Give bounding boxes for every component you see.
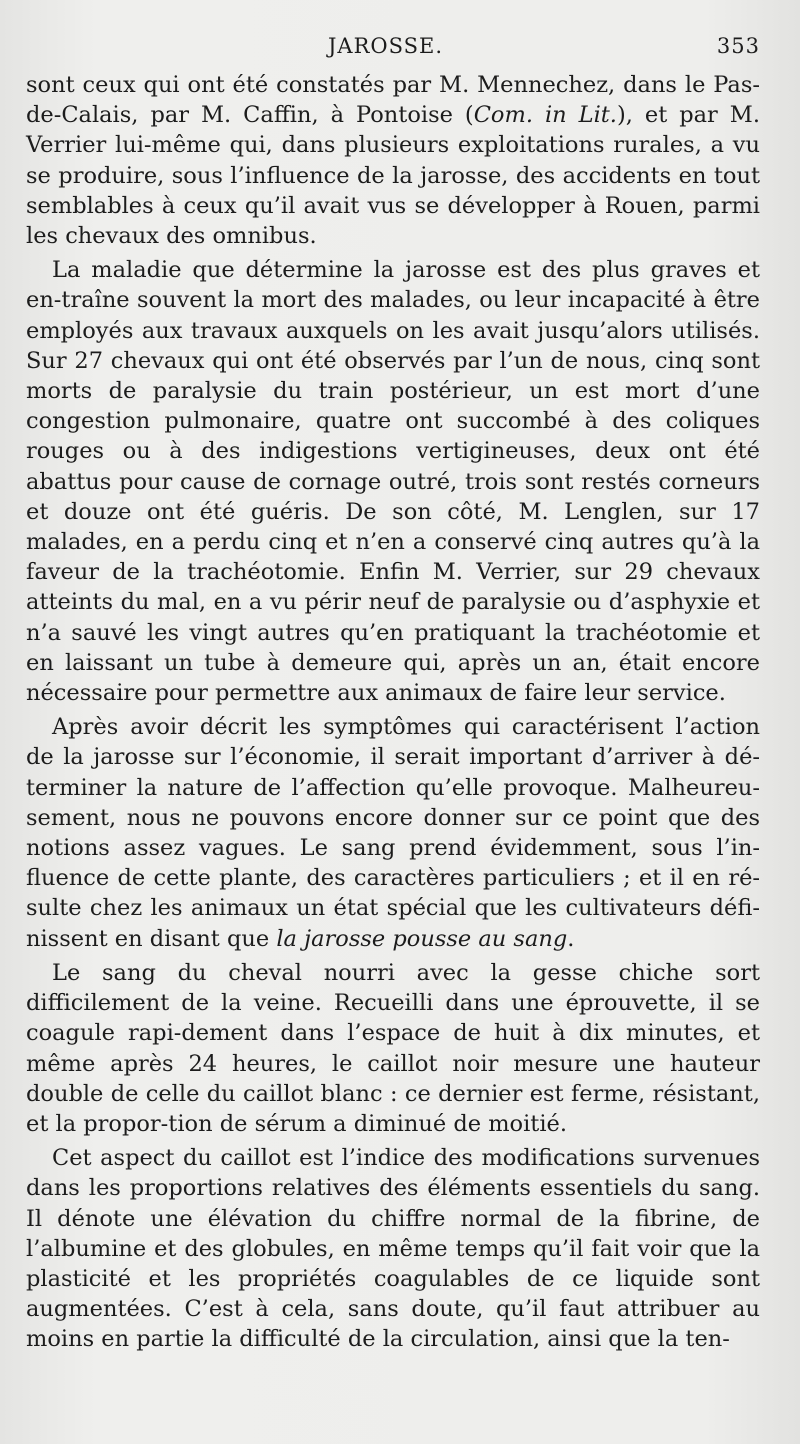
italic-text: la jarosse pousse au sang [276, 925, 568, 952]
page-number: 353 [716, 34, 760, 58]
paragraph [26, 1143, 760, 1354]
running-title: JAROSSE. [328, 34, 444, 58]
running-head [26, 30, 760, 70]
text-segment: La maladie que détermine la jarosse est des plus graves et en-traîne souvent la mort des malades, ou leur incapacité à être employés aux travaux auxquels on les avait jusqu’alors utilisés. Sur 27 chevaux qui ont été observés par l’un de nous, cinq sont morts de paralysie du train postérieur, un est mort d’une congestion pulmonaire, quatre ont succombé à des coliques rouges ou à des indigestions vertigineuses, deux ont été abattus pour cause de cornage outré, trois sont restés corneurs et douze ont été guéris. De son côté, M. Lenglen, sur 17 malades, en a perdu cinq et n’en a conservé cinq autres qu’à la faveur de la trachéotomie. Enfin M. Verrier, sur 29 chevaux atteints du mal, en a vu périr neuf de paralysie ou d’asphyxie et n’a sauvé les vingt autres qu’en pratiquant la trachéotomie et en laissant un tube à demeure qui, après un an, était encore nécessaire pour permettre aux animaux de faire leur service. [26, 257, 760, 707]
paragraph [26, 958, 760, 1139]
paragraph [26, 255, 760, 708]
body-text [26, 70, 760, 1355]
text-segment: sont ceux qui ont été constatés par M. Mennechez, dans le Pas-de-Calais, par M. Caffin, à Pontoise ( [26, 72, 760, 129]
text-segment: . [567, 925, 575, 952]
paragraph [26, 712, 760, 954]
italic-text: Com. in Lit. [473, 102, 617, 129]
paragraph [26, 70, 760, 251]
text-segment: ), et par M. Verrier lui-même qui, dans plusieurs exploitations rurales, a vu se produire, sous l’influence de la jarosse, des accidents en tout semblables à ceux qu’il avait vus se développer à Rouen, parmi les chevaux des omnibus. [26, 102, 760, 250]
text-segment: Cet aspect du caillot est l’indice des modifications survenues dans les proportions relatives des éléments essentiels du sang. Il dénote une élévation du chiffre normal de la fibrine, de l’albumine et des globules, en même temps qu’il fait voir que la plasticité et les propriétés coagulables de ce liquide sont augmentées. C’est à cela, sans doute, qu’il faut attribuer au moins en partie la difficulté de la circulation, ainsi que la ten- [26, 1145, 760, 1353]
text-segment: Le sang du cheval nourri avec la gesse chiche sort difficilement de la veine. Recueilli dans une éprouvette, il se coagule rapi-dement dans l’espace de huit à dix minutes, et même après 24 heures, le caillot noir mesure une hauteur double de celle du caillot blanc : ce dernier est ferme, résistant, et la propor-tion de sérum a diminué de moitié. [26, 959, 760, 1137]
text-segment: Après avoir décrit les symptômes qui caractérisent l’action de la jarosse sur l’économie, il serait important d’arriver à dé-terminer la nature de l’affection qu’elle provoque. Malheureu-sement, nous ne pouvons encore donner sur ce point que des notions assez vagues. Le sang prend évidemment, sous l’in-fluence de cette plante, des caractères particuliers ; et il en ré-sulte chez les animaux un état spécial que les cultivateurs défi-nissent en disant que [26, 714, 760, 952]
